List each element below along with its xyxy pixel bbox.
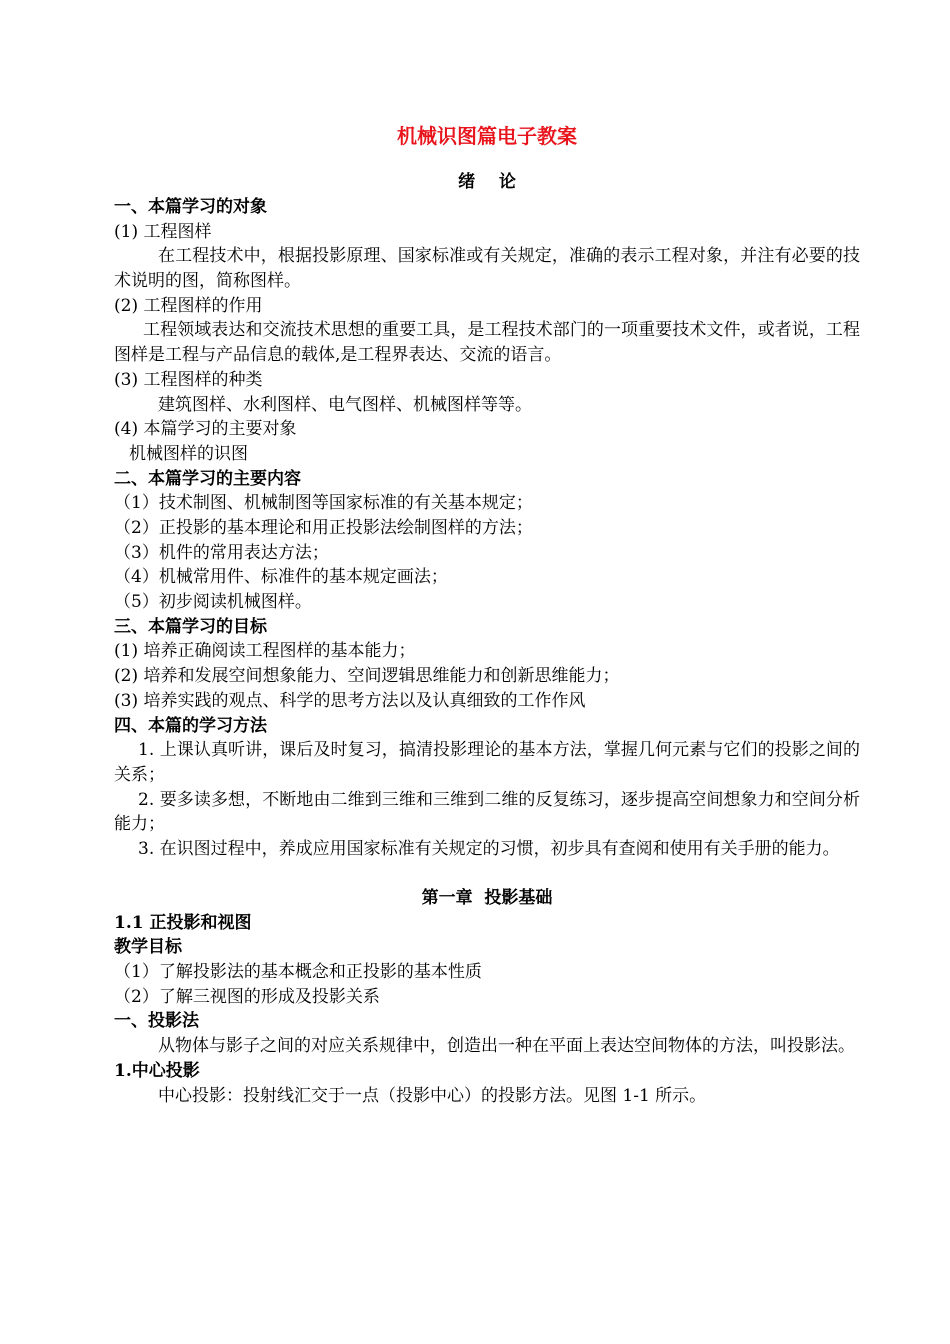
item-label: (4) 本篇学习的主要对象 [114, 419, 297, 440]
item-label: (2) 工程图样的作用 [114, 295, 263, 316]
list-item: （2）了解三视图的形成及投影关系 [114, 986, 380, 1007]
paragraph: 中心投影：投射线汇交于一点（投影中心）的投影方法。见图 1-1 所示。 [158, 1085, 707, 1106]
document-body [114, 120, 860, 1108]
item-label: (1) 工程图样 [114, 221, 212, 242]
paragraph: 机械图样的识图 [129, 443, 248, 464]
document-title: 机械识图篇电子教案 [397, 124, 577, 148]
spacer [114, 862, 860, 886]
paragraph: 3. 在识图过程中，养成应用国家标准有关规定的习惯，初步具有查阅和使用有关手册的能力。 [138, 839, 840, 859]
list-item: (1) 培养正确阅读工程图样的基本能力； [114, 641, 416, 662]
list-item: (3) 培养实践的观点、科学的思考方法以及认真细致的工作作风 [114, 690, 586, 711]
subsection-heading: 1.1 正投影和视图 [114, 912, 252, 933]
list-item: （1）技术制图、机械制图等国家标准的有关基本规定； [114, 493, 533, 514]
projection-heading: 一、投影法 [114, 1011, 199, 1032]
intro-heading: 绪 论 [458, 172, 516, 192]
list-item: （3）机件的常用表达方法； [114, 542, 329, 563]
paragraph: 在工程技术中，根据投影原理、国家标准或有关规定，准确的表示工程对象，并注有必要的技术说明的图，简称图样。 [114, 246, 860, 292]
list-item: (2) 培养和发展空间想象能力、空间逻辑思维能力和创新思维能力； [114, 666, 620, 687]
item-label: (3) 工程图样的种类 [114, 369, 263, 390]
section-2-heading: 二、本篇学习的主要内容 [114, 468, 301, 489]
list-item: （4）机械常用件、标准件的基本规定画法； [114, 567, 448, 588]
goals-heading: 教学目标 [114, 937, 182, 958]
paragraph: 从物体与影子之间的对应关系规律中，创造出一种在平面上表达空间物体的方法，叫投影法。 [158, 1036, 855, 1057]
section-1-heading: 一、本篇学习的对象 [114, 197, 267, 217]
paragraph: 工程领域表达和交流技术思想的重要工具，是工程技术部门的一项重要技术文件，或者说，工程图样是工程与产品信息的载体,是工程界表达、交流的语言。 [114, 320, 860, 366]
paragraph: 2. 要多读多想，不断地由二维到三维和三维到二维的反复练习，逐步提高空间想象力和空间分析能力； [114, 789, 860, 835]
paragraph: 建筑图样、水利图样、电气图样、机械图样等等。 [158, 394, 532, 415]
list-item: （5）初步阅读机械图样。 [114, 592, 312, 613]
chapter-heading: 第一章 投影基础 [421, 887, 553, 908]
paragraph: 1. 上课认真听讲，课后及时复习，搞清投影理论的基本方法，掌握几何元素与它们的投影之间的关系； [114, 740, 860, 785]
list-item: （1）了解投影法的基本概念和正投影的基本性质 [114, 962, 482, 983]
list-item: （2）正投影的基本理论和用正投影法绘制图样的方法； [114, 518, 533, 538]
central-projection-heading: 1.中心投影 [114, 1060, 200, 1081]
section-3-heading: 三、本篇学习的目标 [114, 616, 267, 637]
section-4-heading: 四、本篇的学习方法 [114, 715, 267, 736]
